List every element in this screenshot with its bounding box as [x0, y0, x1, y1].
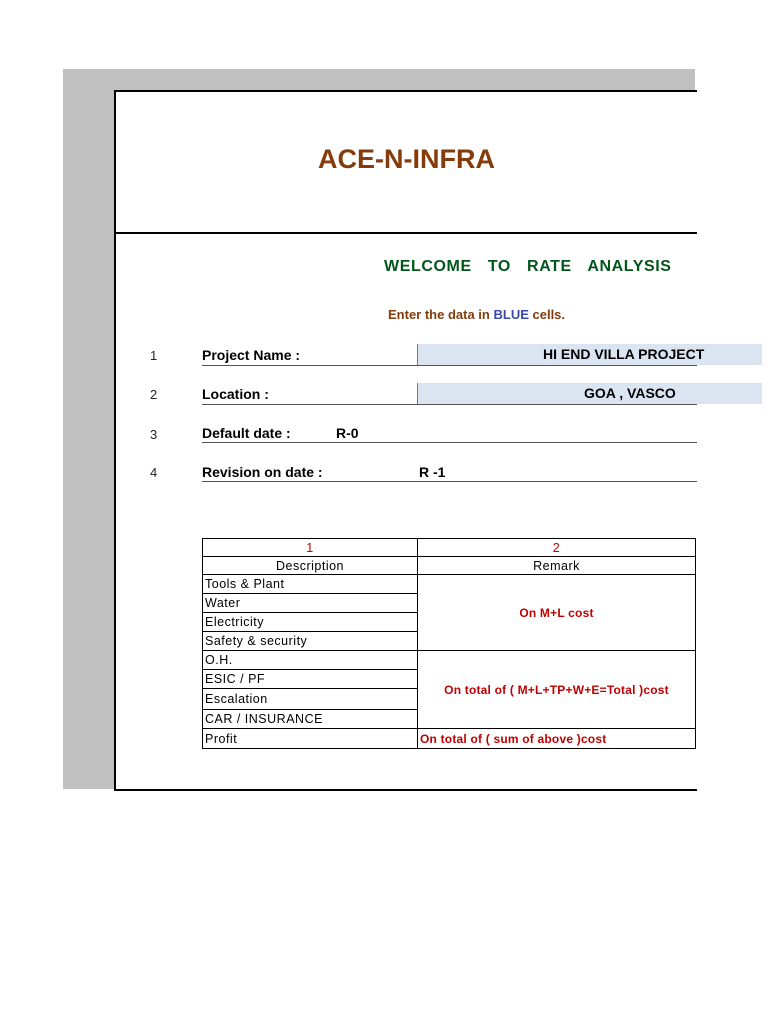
field-number-2: 2: [150, 387, 158, 402]
remark-header: Remark: [418, 557, 696, 575]
location-label: Location :: [202, 386, 269, 402]
rate-analysis-sheet: [114, 90, 705, 791]
field-number-3: 3: [150, 427, 158, 442]
column-number-1: 1: [203, 539, 418, 557]
remark-total-cost: On total of ( M+L+TP+W+E=Total )cost: [418, 651, 696, 729]
instruction-highlight: BLUE: [493, 307, 529, 322]
instruction-text: [388, 307, 565, 322]
revision-date-underline: [202, 481, 697, 482]
default-date-label: Default date :: [202, 425, 291, 441]
project-name-label: Project Name :: [202, 347, 301, 363]
project-name-underline: [202, 365, 697, 366]
project-name-input[interactable]: HI END VILLA PROJECT: [417, 344, 762, 365]
revision-date-value[interactable]: R -1: [419, 464, 446, 480]
column-number-2: 2: [418, 539, 696, 557]
location-input[interactable]: GOA , VASCO: [417, 383, 762, 404]
row-safety-security: Safety & security: [203, 632, 418, 651]
row-esic-pf: ESIC / PF: [203, 670, 418, 689]
row-escalation: Escalation: [203, 689, 418, 710]
row-car-insurance: CAR / INSURANCE: [203, 710, 418, 729]
default-date-value[interactable]: R-0: [336, 425, 359, 441]
row-water: Water: [203, 594, 418, 613]
instruction-suffix: cells.: [532, 307, 566, 322]
instruction-prefix: Enter the data in: [388, 307, 490, 322]
row-oh: O.H.: [203, 651, 418, 670]
row-profit: Profit: [203, 729, 418, 749]
header-divider: [116, 232, 697, 234]
overheads-table: [202, 538, 696, 749]
revision-date-label: Revision on date :: [202, 464, 323, 480]
description-header: Description: [203, 557, 418, 575]
location-underline: [202, 404, 697, 405]
company-title: ACE-N-INFRA: [318, 144, 495, 174]
row-tools-plant: Tools & Plant: [203, 575, 418, 594]
default-date-underline: [202, 442, 697, 443]
remark-ml-cost: On M+L cost: [418, 575, 696, 651]
welcome-heading: WELCOME TO RATE ANALYSIS: [384, 258, 672, 275]
row-electricity: Electricity: [203, 613, 418, 632]
field-number-4: 4: [150, 465, 158, 480]
field-number-1: 1: [150, 348, 158, 363]
remark-sum-above: On total of ( sum of above )cost: [418, 729, 696, 749]
